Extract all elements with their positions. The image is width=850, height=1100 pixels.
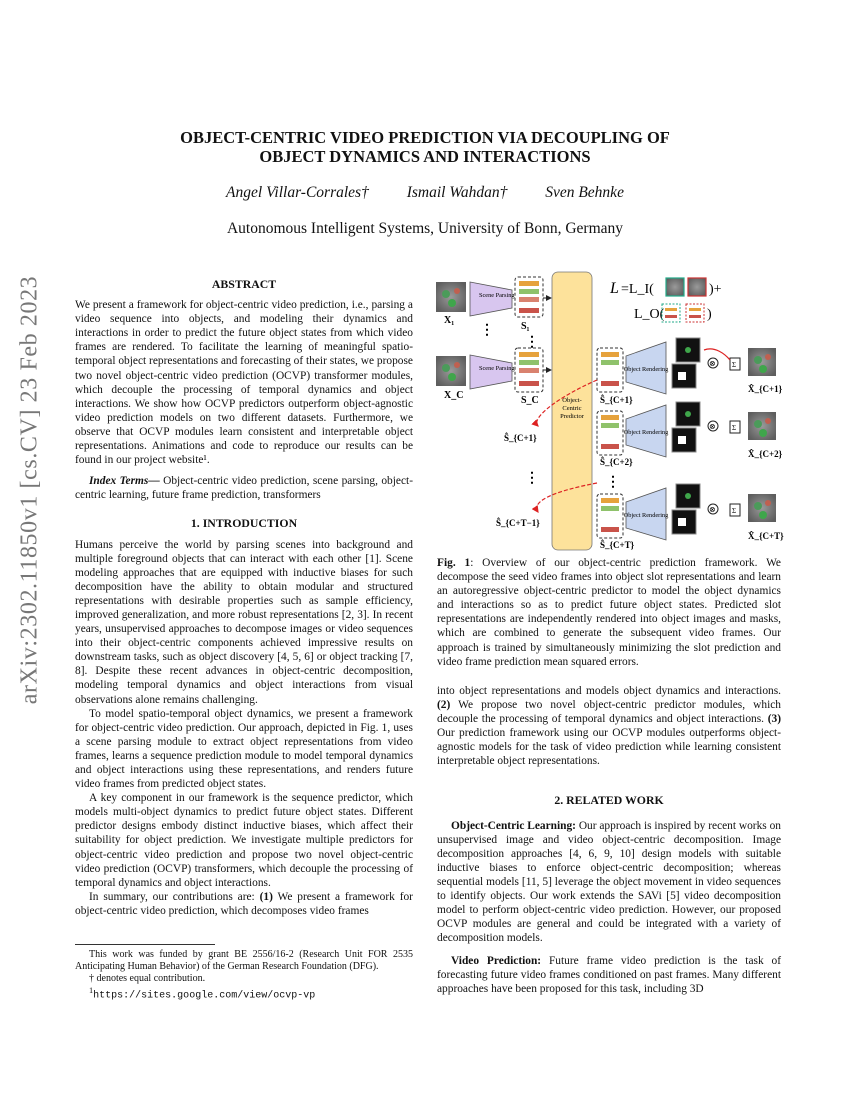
input-frame-c bbox=[436, 356, 466, 386]
related-ocl-paragraph: Object-Centric Learning: Our approach is inspired by recent works on unsupervised image and video object-centric decomposition. Image decomposition approaches [4, 6, 9, 10] design models with suitable inductive biases to enforce object-centric decomposition; whereas sequential models [11, 5] leverage the object movement in video sequences to identify objects. Our work extends the SAVi [5] video decomposition model to perform object-centric video prediction. However, our proposed OCVP modules are general and could be integrated with a variety of decomposition models. bbox=[437, 819, 781, 945]
slot-bar bbox=[689, 308, 701, 311]
s1-label: S₁ bbox=[521, 321, 530, 332]
abstract-text: We present a framework for object-centric video prediction, i.e., parsing a video sequence into objects, and modeling their dynamics and interactions in order to predict the future object states from which video frames are rendered. To facilitate the learning of meaningful spatio-temporal object representations and forecasting of their states, we propose two novel object-centric video prediction (OCVP) transformer modules, which decouple the processing of temporal dynamics and object interactions. We show how OCVP predictors outperform object-agnostic video prediction models on two different datasets. Furthermore, we observe that OCVP modules learn consistent and interpretable object representations. Animations and code to reproduce our results can be found in our project website¹. bbox=[75, 299, 413, 467]
intro-paragraph: Humans perceive the world by parsing scenes into background and multiple foreground objects that can interact with each other [1]. Scene modeling approaches that are equipped with inductive biases for such decomposition have the ability to obtain modular and structured representations with desirable properties such as sample efficiency, improved generalization, and more robust representations [2, 3]. In recent years, unsupervised approaches to decompose images or video sequences into their object-centric components achieved impressive results on downstream tasks, such as object discovery [4, 5, 6] or object tracking [7, 8]. Despite these recent advances in object-centric decomposition, modeling temporal dynamics and object interactions from visual observations alone remains challenging. bbox=[75, 538, 413, 706]
xc1-hat-label: X̂_{C+1} bbox=[748, 384, 783, 394]
predictor-label: Object- bbox=[562, 397, 582, 404]
intro-heading: 1. INTRODUCTION bbox=[190, 516, 298, 531]
sum-symbol: Σ bbox=[732, 424, 737, 432]
slot-bar bbox=[689, 315, 701, 318]
footnote-funding: This work was funded by grant BE 2556/16-2 (Research Unit FOR 2535 Anticipating Human Behavior) of the German Research Foundation (DFG). bbox=[75, 949, 413, 972]
footnotes bbox=[75, 936, 413, 1002]
slot-bar bbox=[665, 308, 677, 311]
xc-label: X_C bbox=[444, 390, 464, 401]
loss-symbol: L bbox=[610, 280, 619, 297]
sct-hat-label: Ŝ_{C+T} bbox=[600, 540, 635, 550]
loss-image-term: =L_I( bbox=[621, 282, 654, 297]
author: Angel Villar-Corrales† bbox=[226, 184, 369, 201]
slot-stack-s1 bbox=[515, 277, 543, 317]
left-column bbox=[75, 277, 413, 918]
footnote-equal: † denotes equal contribution. bbox=[89, 973, 206, 984]
slot-bar bbox=[665, 315, 677, 318]
scene-parsing-label: Scene Parsing bbox=[479, 365, 515, 372]
scene-parsing-block-2 bbox=[470, 355, 512, 389]
vertical-dots: ⋮ bbox=[525, 335, 539, 350]
affiliation: Autonomous Intelligent Systems, University of Bonn, Germany bbox=[226, 220, 624, 237]
figure-caption: Fig. 1: Overview of our object-centric prediction framework. We decompose the seed video frames into object slot representations and learn an autoregressive object-centric predictor to model the object dynamics and interactions so as to predict future object states. Predicted slot representations are independently rendered into object images and masks, which are combined to generate the subsequent video frames. Our approach is trained by simultaneously minimizing the slot prediction and video frame prediction mean squared errors. bbox=[437, 557, 781, 668]
loss-target-frame bbox=[688, 278, 706, 296]
sc-label: S_C bbox=[521, 395, 539, 406]
intro-paragraph: In summary, our contributions are: (1) We present a framework for object-centric video prediction, which decomposes video frames bbox=[75, 890, 413, 917]
rendering-label: Object Rendering bbox=[623, 512, 669, 519]
multiply-symbol: ⊗ bbox=[709, 505, 716, 514]
intro-paragraph: To model spatio-temporal object dynamics, we present a framework for object-centric video prediction. Our approach, depicted in Fig. 1, uses a scene parsing module to extract object representations from video frames, learns a sequence prediction module to model temporal dynamics and object interactions using these representations, and renders future video frames from predicted object states. bbox=[75, 707, 413, 791]
loss-close: ) bbox=[707, 307, 712, 322]
rendering-label: Object Rendering bbox=[623, 429, 669, 436]
multiply-symbol: ⊗ bbox=[709, 359, 716, 368]
input-frame-1 bbox=[436, 282, 466, 312]
arxiv-identifier: arXiv:2302.11850v1 [cs.CV] 23 Feb 2023 bbox=[16, 275, 43, 705]
abstract-heading: ABSTRACT bbox=[211, 277, 277, 291]
predictor-label: Predictor bbox=[560, 413, 584, 420]
scene-parsing-label: Scene Parsing bbox=[479, 292, 515, 299]
author-list bbox=[0, 184, 850, 202]
x1-label: X₁ bbox=[444, 315, 455, 326]
scene-parsing-block-1 bbox=[470, 282, 512, 316]
sc2-hat-label: Ŝ_{C+2} bbox=[600, 457, 633, 467]
loss-pred-slots bbox=[662, 304, 680, 322]
loss-plus: )+ bbox=[709, 282, 722, 297]
sct1-hat-label: Ŝ_{C+T−1} bbox=[496, 518, 540, 528]
footnote-rule bbox=[75, 944, 215, 945]
loss-object-term: L_O( bbox=[634, 307, 665, 322]
footnote-url: $^1$https://sites.google.com/view/ocvp-vp bbox=[89, 986, 316, 1002]
related-vp-paragraph: Video Prediction: Future frame video prediction is the task of forecasting future video frames conditioned on past frames. Many different approaches have been proposed for this task, including 3D bbox=[437, 954, 781, 995]
predictor-label: Centric bbox=[562, 405, 582, 412]
related-work-heading: 2. RELATED WORK bbox=[554, 792, 664, 807]
index-terms: Index Terms— Object-centric video prediction, scene parsing, object-centric learning, future frame prediction, transformers bbox=[75, 475, 413, 502]
sc1-hat-label: Ŝ_{C+1} bbox=[600, 395, 633, 405]
xc2-hat-label: X̂_{C+2} bbox=[748, 449, 783, 459]
author: Sven Behnke bbox=[545, 184, 624, 201]
paper-title: OBJECT-CENTRIC VIDEO PREDICTION VIA DECOUPLING OF OBJECT DYNAMICS AND INTERACTIONS bbox=[180, 128, 670, 166]
loss-pred-frame bbox=[666, 278, 684, 296]
slot-stack-sc bbox=[515, 348, 543, 392]
rendering-label: Object Rendering bbox=[623, 366, 669, 373]
loss-target-slots bbox=[686, 304, 704, 322]
contributions-paragraph: into object representations and models object dynamics and interactions. (2) We propose two novel object-centric predictor modules, which decouple the processing of temporal dynamics and object interactions. (3) Our prediction framework using our OCVP modules outperforms object-agnostic models for the task of video prediction while learning consistent interpretable object representations. bbox=[437, 685, 781, 768]
vertical-dots: ⋮ bbox=[606, 475, 620, 490]
multiply-symbol: ⊗ bbox=[709, 422, 716, 431]
vertical-dots: ⋮ bbox=[480, 323, 494, 338]
sum-symbol: Σ bbox=[732, 507, 737, 515]
author: Ismail Wahdan† bbox=[406, 184, 508, 201]
sum-symbol: Σ bbox=[732, 361, 737, 369]
xct-hat-label: X̂_{C+T} bbox=[748, 531, 784, 541]
right-column bbox=[437, 684, 781, 996]
framework-figure bbox=[430, 268, 784, 555]
intro-paragraph: A key component in our framework is the sequence predictor, which models multi-object dynamics to predict future object states. Different predictor designs embody distinct inductive biases, which affect their suitability for object prediction. We investigate multiple predictors for object-centric video prediction and propose two novel object-centric video prediction (OCVP) transformers, which decouple the processing of temporal dynamics and object interactions. bbox=[75, 792, 413, 889]
sc1-hat-left-label: Ŝ_{C+1} bbox=[504, 433, 537, 443]
vertical-dots: ⋮ bbox=[525, 471, 539, 486]
